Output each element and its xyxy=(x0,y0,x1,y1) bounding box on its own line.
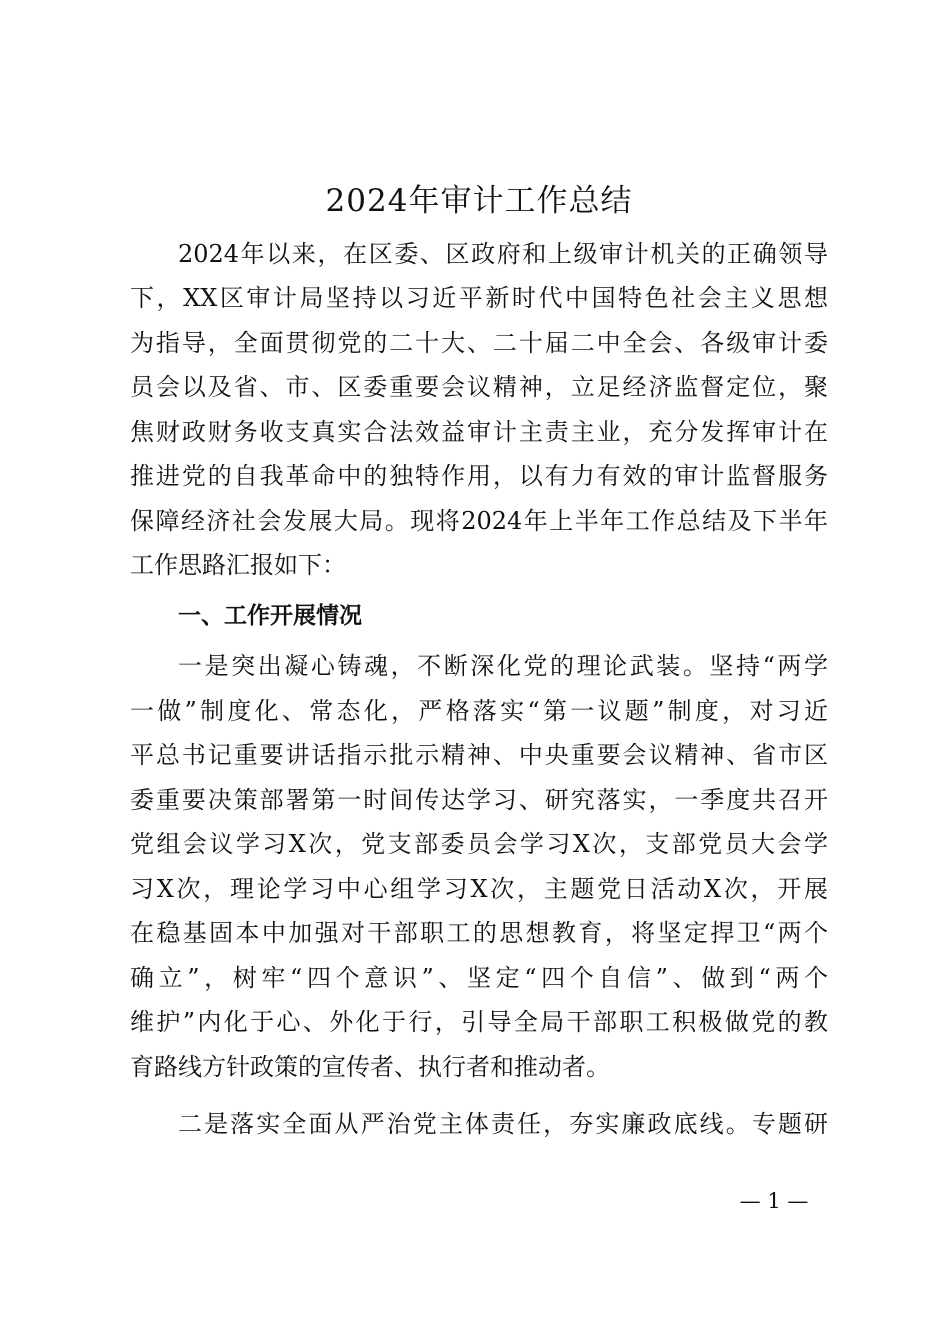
text-line: 下，XX区审计局坚持以习近平新时代中国特色社会主义思想 xyxy=(130,284,828,312)
text-line: 在稳基固本中加强对干部职工的思想教育，将坚定捍卫“两个 xyxy=(130,919,828,947)
text-line: 为指导，全面贯彻党的二十大、二十届二中全会、各级审计委 xyxy=(130,329,828,357)
text-line: 工作思路汇报如下： xyxy=(130,551,346,579)
text-line: 维护”内化于心、外化于行，引导全局干部职工积极做党的教 xyxy=(130,1008,828,1036)
text-line: 保障经济社会发展大局。现将2024年上半年工作总结及下半年 xyxy=(130,507,828,535)
text-line: 一做”制度化、常态化，严格落实“第一议题”制度，对习近 xyxy=(130,697,828,725)
text-line: 2024年以来，在区委、区政府和上级审计机关的正确领导 xyxy=(178,240,828,268)
text-line: 委重要决策部署第一时间传达学习、研究落实，一季度共召开 xyxy=(130,786,828,814)
section-heading: 一、工作开展情况 xyxy=(178,603,362,629)
page-number: — 1 — xyxy=(739,1189,809,1213)
text-line: 平总书记重要讲话指示批示精神、中央重要会议精神、省市区 xyxy=(130,741,828,769)
document-title: 2024年审计工作总结 xyxy=(325,183,633,219)
text-line: 一是突出凝心铸魂，不断深化党的理论武装。坚持“两学 xyxy=(178,652,828,680)
text-line: 确立”，树牢“四个意识”、坚定“四个自信”、做到“两个 xyxy=(130,964,828,992)
text-line: 二是落实全面从严治党主体责任，夯实廉政底线。专题研 xyxy=(178,1110,828,1138)
text-line: 推进党的自我革命中的独特作用，以有力有效的审计监督服务 xyxy=(130,462,828,490)
text-line: 习X次，理论学习中心组学习X次，主题党日活动X次，开展 xyxy=(130,875,828,903)
text-line: 员会以及省、市、区委重要会议精神，立足经济监督定位，聚 xyxy=(130,373,828,401)
text-line: 育路线方针政策的宣传者、执行者和推动者。 xyxy=(130,1053,610,1081)
text-line: 党组会议学习X次，党支部委员会学习X次，支部党员大会学 xyxy=(130,830,828,858)
text-line: 焦财政财务收支真实合法效益审计主责主业，充分发挥审计在 xyxy=(130,418,828,446)
